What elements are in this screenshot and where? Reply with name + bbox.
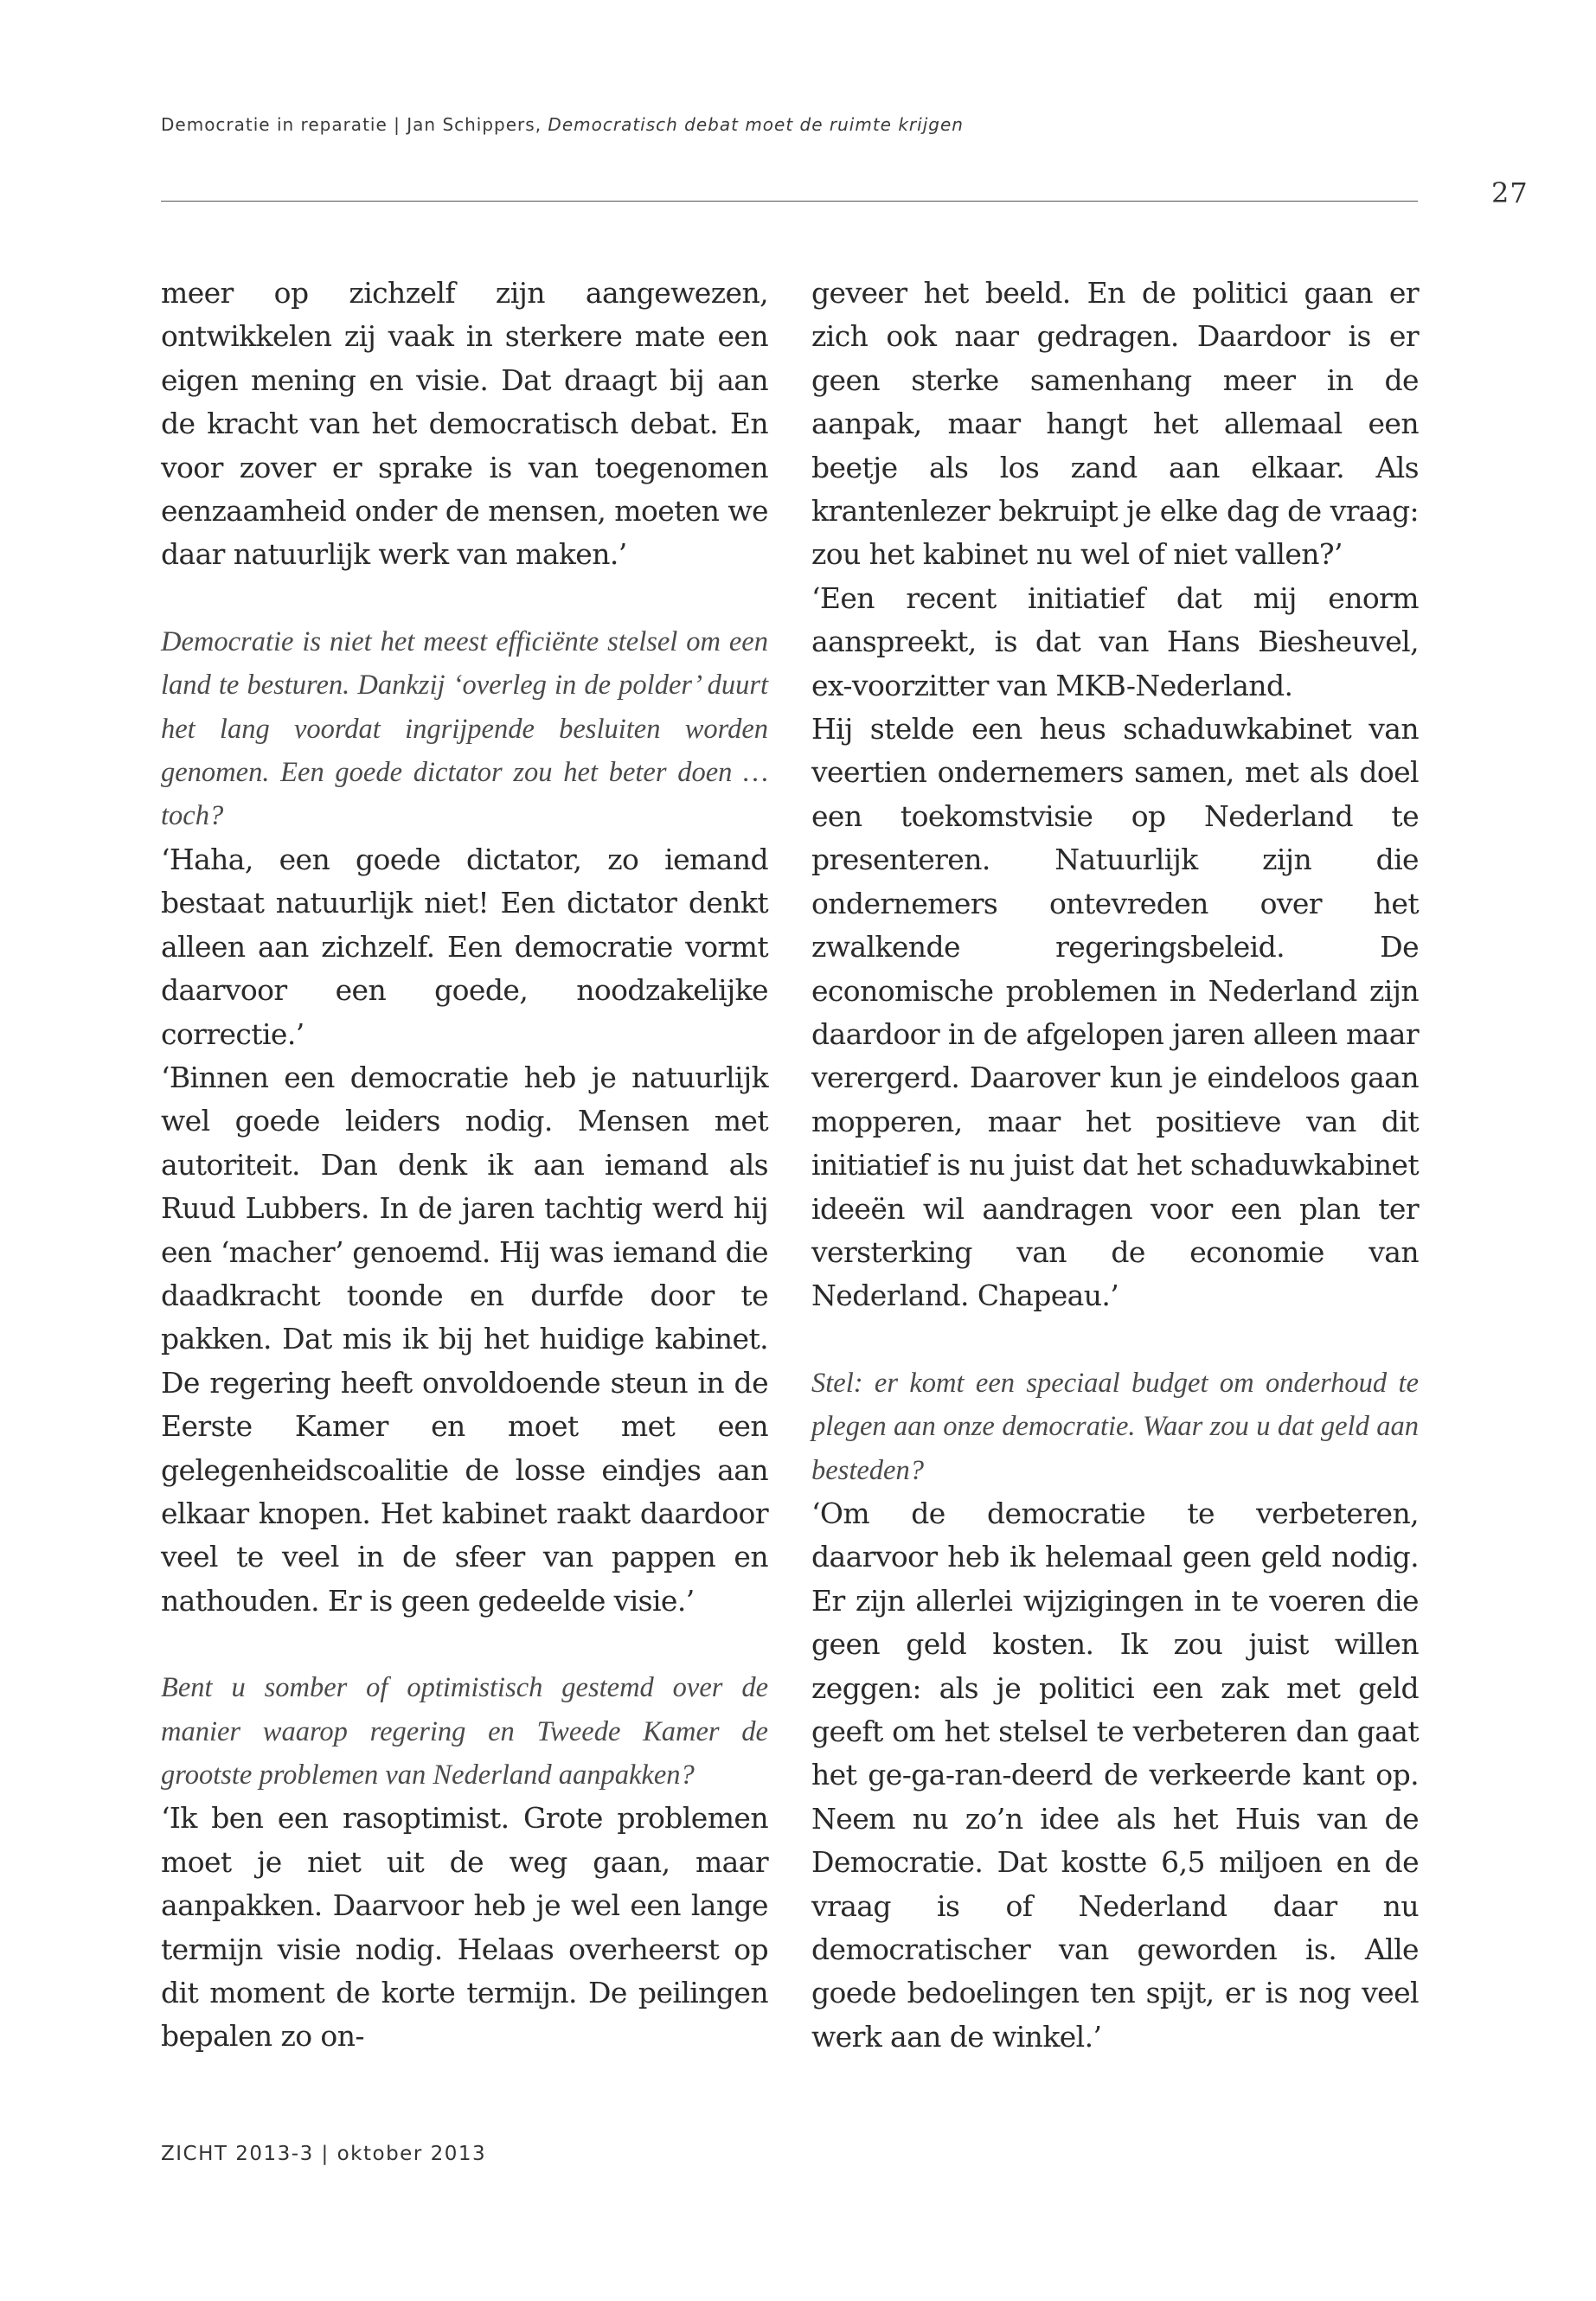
page-number: 27 (1491, 176, 1529, 209)
right-column (811, 272, 1419, 2059)
left-column (161, 272, 768, 2059)
answer-paragraph: ‘Een recent initiatief dat mij enorm aanspreekt, is dat van Hans Biesheuvel, ex-voorzitter van MKB-Nederland. (811, 580, 1419, 702)
interview-question: Stel: er komt een speciaal budget om onderhoud te plegen aan onze democratie. Waar zou u dat geld aan besteden? (811, 1367, 1419, 1486)
answer-paragraph: ‘Binnen een democratie heb je natuurlijk wel goede leiders nodig. Mensen met autoriteit. Dan denk ik aan iemand als Ruud Lubbers. In de jaren tachtig werd hij een ‘macher’ genoemd. Hij was iemand die daadkracht toonde en durfde door te pakken. Dat mis ik bij het huidige kabinet. De regering heeft onvoldoende steun in de Eerste Kamer en moet met een gelegenheidscoalitie de losse eindjes aan elkaar knopen. Het kabinet raakt daardoor veel te veel in de sfeer van pappen en nathouden. Er is geen gedeelde visie.’ (161, 1060, 768, 1618)
answer-paragraph: Hij stelde een heus schaduwkabinet van veertien ondernemers samen, met als doel een toekomstvisie op Nederland te presenteren. Natuurlijk zijn die ondernemers ontevreden over het zwalkende regeringsbeleid. De economische problemen in Nederland zijn daardoor in de afgelopen jaren alleen maar verergerd. Daarover kun je eindeloos gaan mopperen, maar het positieve van dit initiatief is nu juist dat het schaduwkabinet ideeën wil aandragen voor een plan ter versterking van de economie van Nederland. Chapeau.’ (811, 712, 1419, 1313)
header-rule (161, 201, 1418, 202)
running-head (161, 114, 964, 135)
answer-paragraph: ‘Om de democratie te verbeteren, daarvoor heb ik helemaal geen geld nodig. Er zijn allerlei wijzigingen in te voeren die geen geld kosten. Ik zou juist willen zeggen: als je politici een zak met geld geeft om het stelsel te verbeteren dan gaat het ge-ga-ran-deerd de verkeerde kant op. Neem nu zo’n idee als het Huis van de Democratie. Dat kostte 6,5 miljoen en de vraag is of Nederland daar nu democratischer van geworden is. Alle goede bedoelingen ten spijt, er is nog veel werk aan de winkel.’ (811, 1496, 1419, 2054)
interview-question: Bent u somber of optimistisch gestemd over de manier waarop regering en Tweede Kamer de grootste problemen van Nederland aanpakken? (161, 1672, 768, 1791)
author-name: Jan Schippers, (407, 114, 542, 135)
article-title: Democratisch debat moet de ruimte krijgen (548, 114, 964, 135)
header-separator: | (394, 114, 401, 135)
series-title: Democratie in reparatie (161, 114, 388, 135)
interview-question: Democratie is niet het meest efficiënte stelsel om een land te besturen. Dankzij ‘overleg in de polder’ duurt het lang voordat ingrijpende besluiten worden genomen. Een goede dictator zou het beter doen … toch? (161, 625, 768, 832)
answer-paragraph: geveer het beeld. En de politici gaan er zich ook naar gedragen. Daardoor is er geen sterke samenhang meer in de aanpak, maar hangt het allemaal een beetje als los zand aan elkaar. Als krantenlezer bekruipt je elke dag de vraag: zou het kabinet nu wel of niet vallen?’ (811, 276, 1419, 572)
answer-paragraph: ‘Ik ben een rasoptimist. Grote problemen moet je niet uit de weg gaan, maar aanpakken. Daarvoor heb je wel een lange termijn visie nodig. Helaas overheerst op dit moment de korte termijn. De peilingen bepalen zo on- (161, 1801, 768, 2054)
answer-paragraph: meer op zichzelf zijn aangewezen, ontwikkelen zij vaak in sterkere mate een eigen mening en visie. Dat draagt bij aan de kracht van het democratisch debat. En voor zover er sprake is van toegenomen eenzaamheid onder de mensen, moeten we daar natuurlijk werk van maken.’ (161, 276, 768, 572)
page-footer: ZICHT 2013-3 | oktober 2013 (161, 2143, 487, 2165)
answer-paragraph: ‘Haha, een goede dictator, zo iemand bestaat natuurlijk niet! Een dictator denkt alleen aan zichzelf. Een democratie vormt daarvoor een goede, noodzakelijke correctie.’ (161, 842, 768, 1051)
